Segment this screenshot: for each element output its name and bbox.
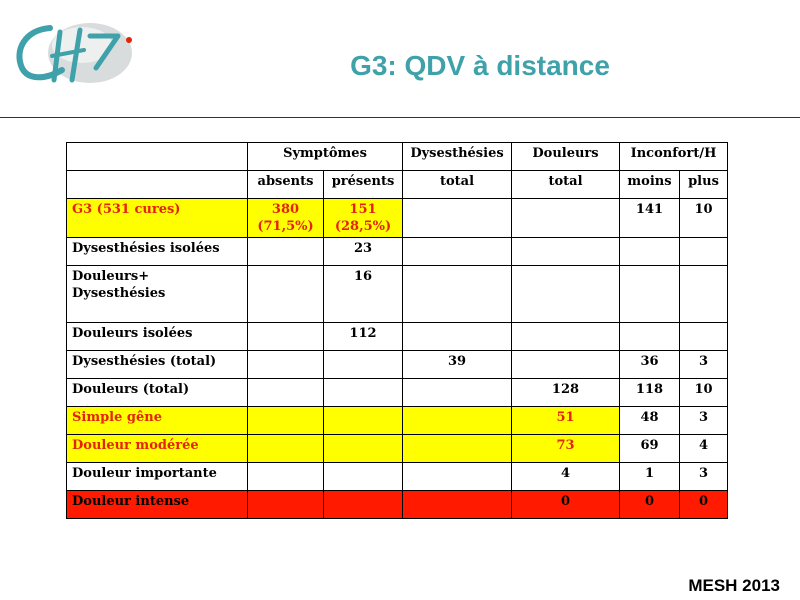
row-label: Douleurs+ Dysesthésies	[67, 266, 248, 323]
table-row	[67, 351, 728, 379]
inconfort-plus-cell: 10	[680, 199, 728, 238]
absents-cell	[248, 407, 324, 435]
inconfort-plus-cell: 3	[680, 407, 728, 435]
row-label: G3 (531 cures)	[67, 199, 248, 238]
data-table	[66, 142, 728, 519]
subheader-plus: plus	[680, 171, 728, 199]
table-row	[67, 463, 728, 491]
absents-cell	[248, 463, 324, 491]
row-label: Simple gêne	[67, 407, 248, 435]
douleurs-total-cell	[512, 323, 620, 351]
dysesthesies-total-cell	[403, 491, 512, 519]
row-label: Douleur importante	[67, 463, 248, 491]
row-label: Dysesthésies isolées	[67, 238, 248, 266]
row-label: Douleur intense	[67, 491, 248, 519]
inconfort-plus-cell	[680, 238, 728, 266]
dysesthesies-total-cell	[403, 199, 512, 238]
inconfort-moins-cell	[620, 323, 680, 351]
inconfort-plus-cell: 10	[680, 379, 728, 407]
presents-cell: 112	[324, 323, 403, 351]
table-row	[67, 379, 728, 407]
table-header-row	[67, 143, 728, 171]
inconfort-moins-cell: 69	[620, 435, 680, 463]
absents-cell	[248, 351, 324, 379]
subheader-dys-total: total	[403, 171, 512, 199]
presents-cell	[324, 351, 403, 379]
dysesthesies-total-cell	[403, 266, 512, 323]
footer-label: MESH 2013	[688, 576, 780, 595]
douleurs-total-cell	[512, 351, 620, 379]
table-row	[67, 407, 728, 435]
row-label: Douleurs (total)	[67, 379, 248, 407]
inconfort-moins-cell: 0	[620, 491, 680, 519]
subheader-doul-total: total	[512, 171, 620, 199]
douleurs-total-cell: 73	[512, 435, 620, 463]
inconfort-plus-cell: 3	[680, 351, 728, 379]
dysesthesies-total-cell: 39	[403, 351, 512, 379]
presents-cell	[324, 435, 403, 463]
douleurs-total-cell	[512, 238, 620, 266]
inconfort-moins-cell: 141	[620, 199, 680, 238]
presents-cell: 151 (28,5%)	[324, 199, 403, 238]
absents-cell	[248, 266, 324, 323]
absents-cell	[248, 238, 324, 266]
table-row	[67, 435, 728, 463]
inconfort-moins-cell: 48	[620, 407, 680, 435]
table-row	[67, 238, 728, 266]
inconfort-moins-cell	[620, 238, 680, 266]
douleurs-total-cell: 0	[512, 491, 620, 519]
subheader-empty-cell	[67, 171, 248, 199]
absents-cell	[248, 323, 324, 351]
presents-cell	[324, 463, 403, 491]
inconfort-plus-cell: 0	[680, 491, 728, 519]
row-label: Douleur modérée	[67, 435, 248, 463]
presents-cell: 16	[324, 266, 403, 323]
absents-cell	[248, 379, 324, 407]
absents-cell: 380 (71,5%)	[248, 199, 324, 238]
header-inconfort: Inconfort/H	[620, 143, 728, 171]
row-label: Douleurs isolées	[67, 323, 248, 351]
dysesthesies-total-cell	[403, 435, 512, 463]
inconfort-moins-cell: 118	[620, 379, 680, 407]
row-label: Dysesthésies (total)	[67, 351, 248, 379]
header-empty-cell	[67, 143, 248, 171]
dysesthesies-total-cell	[403, 238, 512, 266]
header-divider	[0, 117, 800, 118]
presents-cell: 23	[324, 238, 403, 266]
hospital-logo	[10, 10, 140, 95]
subheader-presents: présents	[324, 171, 403, 199]
douleurs-total-cell	[512, 266, 620, 323]
dysesthesies-total-cell	[403, 379, 512, 407]
inconfort-moins-cell	[620, 266, 680, 323]
douleurs-total-cell: 128	[512, 379, 620, 407]
presents-cell	[324, 379, 403, 407]
absents-cell	[248, 435, 324, 463]
dysesthesies-total-cell	[403, 323, 512, 351]
dysesthesies-total-cell	[403, 407, 512, 435]
table-subheader-row	[67, 171, 728, 199]
dysesthesies-total-cell	[403, 463, 512, 491]
inconfort-plus-cell	[680, 323, 728, 351]
douleurs-total-cell	[512, 199, 620, 238]
subheader-moins: moins	[620, 171, 680, 199]
douleurs-total-cell: 51	[512, 407, 620, 435]
header-symptomes: Symptômes	[248, 143, 403, 171]
header-dysesthesies: Dysesthésies	[403, 143, 512, 171]
inconfort-plus-cell: 4	[680, 435, 728, 463]
inconfort-plus-cell	[680, 266, 728, 323]
table-row	[67, 323, 728, 351]
presents-cell	[324, 491, 403, 519]
header-douleurs: Douleurs	[512, 143, 620, 171]
inconfort-moins-cell: 36	[620, 351, 680, 379]
absents-cell	[248, 491, 324, 519]
page-title: G3: QDV à distance	[350, 50, 610, 81]
table-row	[67, 266, 728, 323]
inconfort-moins-cell: 1	[620, 463, 680, 491]
douleurs-total-cell: 4	[512, 463, 620, 491]
inconfort-plus-cell: 3	[680, 463, 728, 491]
table-row	[67, 491, 728, 519]
presents-cell	[324, 407, 403, 435]
subheader-absents: absents	[248, 171, 324, 199]
table-row	[67, 199, 728, 238]
